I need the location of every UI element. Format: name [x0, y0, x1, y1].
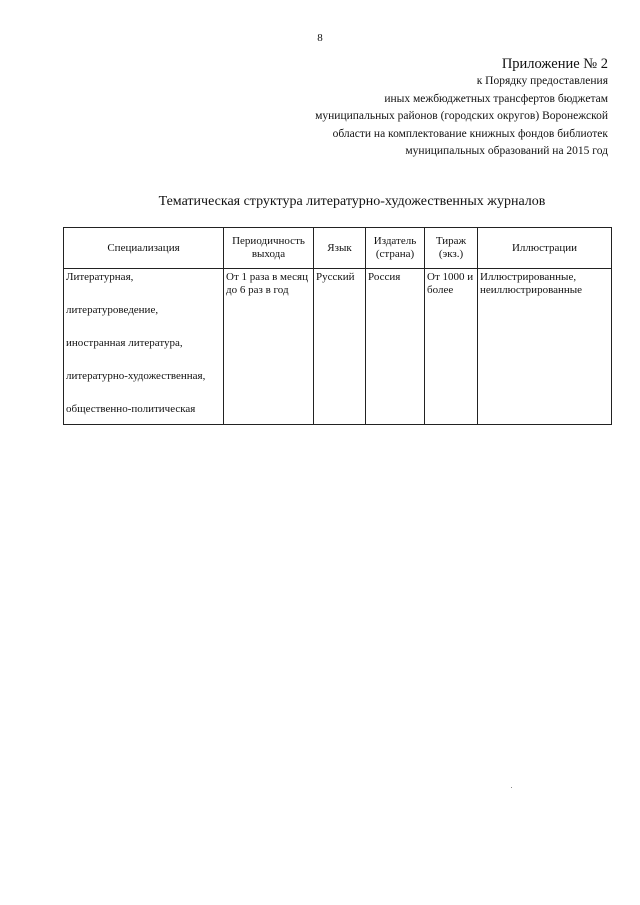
header-periodicity: Периодичность выхода [224, 228, 314, 269]
header-circulation: Тираж (экз.) [425, 228, 478, 269]
magazine-structure-table [63, 227, 612, 425]
cell-publisher: Россия [366, 269, 425, 425]
specialization-item: литературоведение, [66, 304, 159, 316]
table-row [64, 269, 612, 425]
specialization-item: литературно-художественная, [66, 370, 206, 382]
scan-speck [511, 787, 512, 788]
appendix-heading [188, 55, 608, 161]
cell-specialization [64, 269, 224, 425]
specialization-item: иностранная литература, [66, 337, 183, 349]
page-number: 8 [317, 32, 323, 44]
specialization-item: общественно-политическая [66, 403, 196, 415]
specialization-item: Литературная, [66, 271, 134, 283]
appendix-line: муниципальных образований на 2015 год [405, 145, 608, 157]
header-illustrations: Иллюстрации [478, 228, 612, 269]
table-header-row [64, 228, 612, 269]
cell-periodicity: От 1 раза в месяц до 6 раз в год [224, 269, 314, 425]
document-title: Тематическая структура литературно-художественных журналов [158, 194, 546, 209]
cell-illustrations: Иллюстрированные, неиллюстрированные [478, 269, 612, 425]
appendix-line: иных межбюджетных трансфертов бюджетам [384, 92, 608, 105]
appendix-line: к Порядку предоставления [476, 75, 608, 87]
appendix-line: муниципальных районов (городских округов) Воронежской [315, 110, 608, 122]
appendix-title: Приложение № 2 [501, 56, 608, 72]
header-specialization: Специализация [64, 228, 224, 269]
appendix-line: области на комплектование книжных фондов библиотек [332, 127, 608, 140]
header-publisher: Издатель (страна) [366, 228, 425, 269]
cell-circulation: От 1000 и более [425, 269, 478, 425]
cell-language: Русский [314, 269, 366, 425]
header-language: Язык [314, 228, 366, 269]
